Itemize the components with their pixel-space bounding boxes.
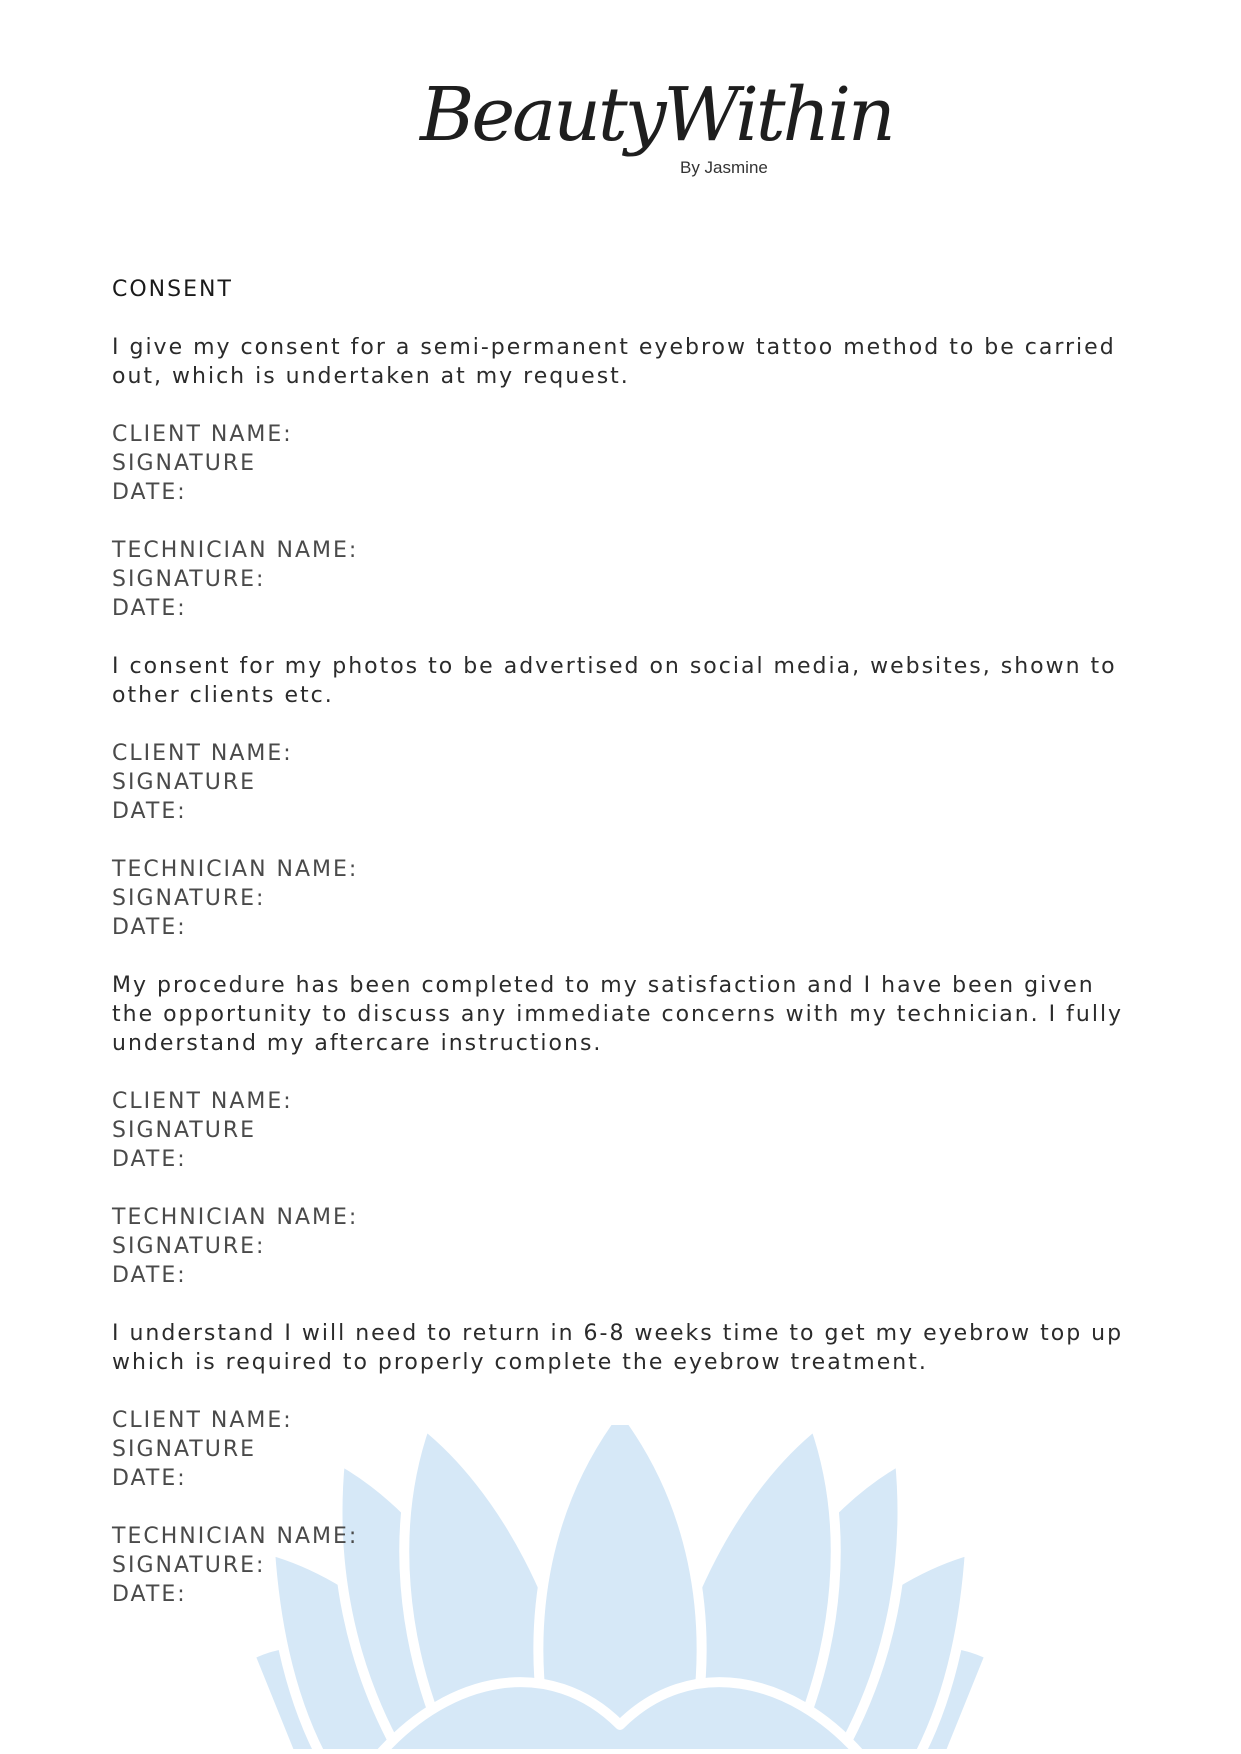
consent-section bbox=[112, 333, 1142, 623]
client-fields bbox=[112, 739, 1142, 826]
client-name-label: CLIENT NAME: bbox=[112, 1089, 293, 1114]
technician-fields bbox=[112, 855, 1142, 942]
client-signature-label: SIGNATURE bbox=[112, 770, 257, 795]
client-signature-label: SIGNATURE bbox=[112, 1118, 257, 1143]
client-date-label: DATE: bbox=[112, 1466, 187, 1491]
consent-statement: I understand I will need to return in 6-8 weeks time to get my eyebrow top up which is required to properly complete the eyebrow treatment. bbox=[112, 1321, 1124, 1375]
client-date-label: DATE: bbox=[112, 480, 187, 505]
technician-date-label: DATE: bbox=[112, 1582, 187, 1607]
consent-statement: I consent for my photos to be advertised on social media, websites, shown to other clients etc. bbox=[112, 654, 1117, 708]
technician-date-label: DATE: bbox=[112, 596, 187, 621]
client-fields bbox=[112, 1406, 1142, 1493]
technician-signature-label: SIGNATURE: bbox=[112, 567, 266, 592]
client-fields bbox=[112, 420, 1142, 507]
technician-name-label: TECHNICIAN NAME: bbox=[112, 1205, 359, 1230]
consent-section bbox=[112, 1319, 1142, 1609]
technician-signature-label: SIGNATURE: bbox=[112, 886, 266, 911]
technician-fields bbox=[112, 1522, 1142, 1609]
technician-name-label: TECHNICIAN NAME: bbox=[112, 538, 359, 563]
client-fields bbox=[112, 1087, 1142, 1174]
client-name-label: CLIENT NAME: bbox=[112, 1408, 293, 1433]
consent-statement: My procedure has been completed to my satisfaction and I have been given the opportunity to discuss any immediate concerns with my technician. I fully understand my aftercare instructions. bbox=[112, 973, 1124, 1056]
client-name-label: CLIENT NAME: bbox=[112, 422, 293, 447]
technician-fields bbox=[112, 536, 1142, 623]
logo-subtitle: By Jasmine bbox=[680, 158, 768, 177]
technician-name-label: TECHNICIAN NAME: bbox=[112, 857, 359, 882]
consent-document bbox=[112, 275, 1142, 1638]
logo-script: BeautyWithin bbox=[420, 72, 893, 158]
client-date-label: DATE: bbox=[112, 799, 187, 824]
technician-signature-label: SIGNATURE: bbox=[112, 1553, 266, 1578]
client-name-label: CLIENT NAME: bbox=[112, 741, 293, 766]
technician-signature-label: SIGNATURE: bbox=[112, 1234, 266, 1259]
technician-name-label: TECHNICIAN NAME: bbox=[112, 1524, 359, 1549]
technician-date-label: DATE: bbox=[112, 1263, 187, 1288]
technician-date-label: DATE: bbox=[112, 915, 187, 940]
consent-section bbox=[112, 971, 1142, 1290]
page-title: CONSENT bbox=[112, 277, 233, 302]
client-signature-label: SIGNATURE bbox=[112, 451, 257, 476]
technician-fields bbox=[112, 1203, 1142, 1290]
logo bbox=[420, 72, 893, 188]
consent-section bbox=[112, 652, 1142, 942]
consent-statement: I give my consent for a semi-permanent eyebrow tattoo method to be carried out, which is undertaken at my request. bbox=[112, 335, 1116, 389]
client-signature-label: SIGNATURE bbox=[112, 1437, 257, 1462]
client-date-label: DATE: bbox=[112, 1147, 187, 1172]
